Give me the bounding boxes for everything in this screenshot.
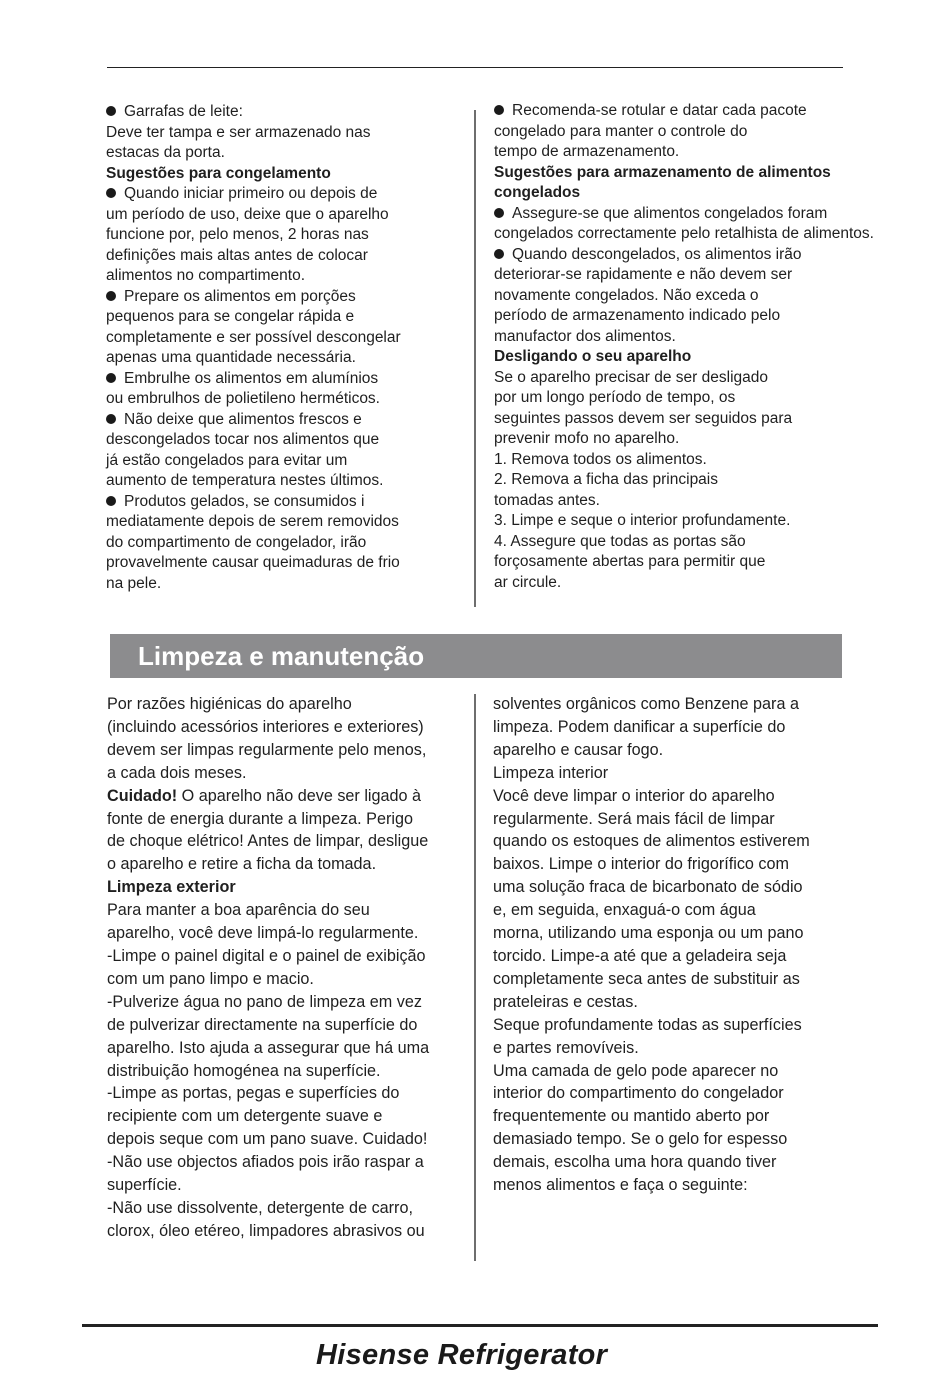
line-text: menos alimentos e faça o seguinte: bbox=[493, 1176, 748, 1195]
text-line bbox=[107, 808, 429, 831]
line-text: fonte de energia durante a limpeza. Perigo bbox=[107, 809, 413, 828]
text-line bbox=[107, 899, 429, 922]
line-text: Você deve limpar o interior do aparelho bbox=[493, 786, 775, 805]
line-text: completamente seca antes de substituir as bbox=[493, 969, 800, 988]
line-text: demais, escolha uma hora quando tiver bbox=[493, 1153, 777, 1172]
line-text: um período de uso, deixe que o aparelho bbox=[106, 205, 389, 223]
line-text: Assegure-se que alimentos congelados foram bbox=[512, 204, 828, 222]
bullet-icon bbox=[494, 208, 504, 218]
caution-label: Cuidado! bbox=[107, 786, 178, 805]
text-line bbox=[107, 1037, 429, 1060]
line-text: -Não use objectos afiados pois irão raspar a bbox=[107, 1153, 424, 1172]
line-text: solventes orgânicos como Benzene para a bbox=[493, 695, 799, 713]
line-text: Limpeza interior bbox=[493, 763, 609, 782]
line-text: 4. Assegure que todas as portas são bbox=[494, 532, 746, 550]
lower-right-column bbox=[493, 693, 810, 1197]
lower-left-column bbox=[107, 693, 429, 1243]
line-text: -Limpe as portas, pegas e superfícies do bbox=[107, 1084, 400, 1103]
line-text: congelado para manter o controle do bbox=[494, 122, 748, 140]
line-text: aparelho, você deve limpá-lo regularmente. bbox=[107, 924, 419, 943]
line-text: regularmente. Será mais fácil de limpar bbox=[493, 809, 775, 828]
text-line bbox=[494, 204, 874, 225]
line-text: Sugestões para congelamento bbox=[106, 164, 331, 182]
upper-column-divider bbox=[474, 110, 476, 607]
text-line bbox=[106, 184, 401, 205]
line-text: -Não use dissolvente, detergente de carro, bbox=[107, 1198, 413, 1217]
text-line bbox=[107, 1220, 429, 1243]
line-text: tomadas antes. bbox=[494, 491, 600, 509]
text-line bbox=[494, 450, 874, 471]
line-text: Deve ter tampa e ser armazenado nas bbox=[106, 123, 371, 141]
line-text: aparelho e causar fogo. bbox=[493, 740, 664, 759]
text-line bbox=[493, 1128, 810, 1151]
section-title: Limpeza e manutenção bbox=[138, 641, 425, 671]
text-line bbox=[493, 1174, 810, 1197]
text-line bbox=[106, 410, 401, 431]
bullet-icon bbox=[106, 106, 116, 116]
text-line bbox=[494, 101, 874, 122]
text-line bbox=[107, 968, 429, 991]
text-line bbox=[107, 830, 429, 853]
line-text: 3. Limpe e seque o interior profundamente. bbox=[494, 512, 791, 529]
line-text: na pele. bbox=[106, 574, 162, 592]
line-text: Recomenda-se rotular e datar cada pacote bbox=[512, 102, 807, 119]
line-text: de choque elétrico! Antes de limpar, desligue bbox=[107, 832, 429, 851]
text-line bbox=[106, 389, 401, 410]
line-text: e, em seguida, enxaguá-o com água bbox=[493, 901, 756, 920]
line-text: com um pano limpo e macio. bbox=[107, 969, 314, 988]
line-text: Seque profundamente todas as superfícies bbox=[493, 1015, 802, 1034]
line-text: prateleiras e cestas. bbox=[493, 992, 638, 1011]
line-text: -Pulverize água no pano de limpeza em vez bbox=[107, 992, 422, 1011]
text-line bbox=[106, 307, 401, 328]
text-line bbox=[494, 245, 874, 266]
line-text: Quando descongelados, os alimentos irão bbox=[512, 245, 802, 263]
text-line bbox=[107, 1105, 429, 1128]
text-line bbox=[494, 286, 874, 307]
text-line bbox=[493, 899, 810, 922]
text-line bbox=[107, 1174, 429, 1197]
text-line bbox=[106, 430, 401, 451]
line-text: prevenir mofo no aparelho. bbox=[494, 430, 680, 447]
text-line bbox=[493, 1105, 810, 1128]
line-text: Garrafas de leite: bbox=[124, 103, 243, 120]
text-line bbox=[106, 143, 401, 164]
text-line bbox=[493, 876, 810, 899]
line-text: congelados correctamente pelo retalhista de alimentos. bbox=[494, 225, 874, 242]
line-text: depois seque com um pano suave. Cuidado! bbox=[107, 1130, 428, 1149]
line-text: Para manter a boa aparência do seu bbox=[107, 901, 370, 920]
line-text: período de armazenamento indicado pelo bbox=[494, 307, 781, 324]
line-text: Limpeza exterior bbox=[107, 878, 236, 897]
line-text: mediatamente depois de serem removidos bbox=[106, 513, 399, 530]
line-text: uma solução fraca de bicarbonato de sódio bbox=[493, 878, 803, 897]
line-text: apenas uma quantidade necessária. bbox=[106, 349, 356, 366]
line-text: O aparelho não deve ser ligado à bbox=[177, 786, 422, 805]
text-line bbox=[106, 533, 401, 554]
line-text: recipiente com um detergente suave e bbox=[107, 1107, 383, 1126]
text-line bbox=[106, 123, 401, 144]
text-line bbox=[494, 265, 874, 286]
text-line bbox=[107, 1014, 429, 1037]
text-line bbox=[106, 328, 401, 349]
line-text: 1. Remova todos os alimentos. bbox=[494, 450, 707, 468]
text-line bbox=[494, 409, 874, 430]
subheading bbox=[494, 183, 874, 204]
line-text: -Limpe o painel digital e o painel de exibição bbox=[107, 946, 426, 965]
line-text: interior do compartimento do congelador bbox=[493, 1084, 784, 1103]
text-line bbox=[493, 991, 810, 1014]
line-text: baixos. Limpe o interior do frigorífico com bbox=[493, 855, 789, 874]
text-line bbox=[107, 1060, 429, 1083]
upper-right-column bbox=[494, 101, 874, 593]
text-line bbox=[106, 205, 401, 226]
lower-column-divider bbox=[474, 694, 476, 1261]
text-line bbox=[493, 1014, 810, 1037]
bottom-rule bbox=[82, 1324, 878, 1327]
line-text: Desligando o seu aparelho bbox=[494, 348, 692, 365]
line-text: Uma camada de gelo pode aparecer no bbox=[493, 1061, 779, 1080]
line-text: 2. Remova a ficha das principais bbox=[494, 471, 719, 488]
line-text: Por razões higiénicas do aparelho bbox=[107, 695, 352, 713]
text-line bbox=[107, 1197, 429, 1220]
bullet-icon bbox=[494, 249, 504, 259]
text-line bbox=[493, 1151, 810, 1174]
text-line bbox=[106, 471, 401, 492]
line-text: forçosamente abertas para permitir que bbox=[494, 553, 766, 570]
bullet-icon bbox=[106, 496, 116, 506]
line-text: demasiado tempo. Se o gelo for espesso bbox=[493, 1130, 788, 1149]
text-line bbox=[107, 991, 429, 1014]
text-line bbox=[494, 388, 874, 409]
text-line bbox=[493, 1082, 810, 1105]
line-text: congelados bbox=[494, 184, 581, 201]
line-text: definições mais altas antes de colocar bbox=[106, 246, 368, 264]
text-line bbox=[494, 552, 874, 573]
text-line bbox=[106, 492, 401, 513]
text-line bbox=[494, 491, 874, 512]
text-line bbox=[494, 573, 874, 594]
subheading bbox=[494, 163, 874, 184]
text-line bbox=[107, 1082, 429, 1105]
text-line bbox=[494, 470, 874, 491]
line-text: distribuição homogénea na superfície. bbox=[107, 1061, 381, 1080]
line-text: por um longo período de tempo, os bbox=[494, 389, 736, 406]
line-text: (incluindo acessórios interiores e exteriores) bbox=[107, 717, 424, 736]
text-line bbox=[493, 968, 810, 991]
line-text: Se o aparelho precisar de ser desligado bbox=[494, 368, 769, 386]
line-text: frequentemente ou mantido aberto por bbox=[493, 1107, 770, 1126]
text-line bbox=[106, 369, 401, 390]
text-line bbox=[107, 739, 429, 762]
line-text: descongelados tocar nos alimentos que bbox=[106, 431, 380, 448]
text-line bbox=[494, 511, 874, 532]
text-line bbox=[493, 762, 810, 785]
text-line bbox=[494, 368, 874, 389]
top-rule bbox=[107, 67, 843, 68]
text-line bbox=[493, 808, 810, 831]
line-text: clorox, óleo etéreo, limpadores abrasivos ou bbox=[107, 1221, 425, 1240]
bullet-icon bbox=[106, 414, 116, 424]
text-line bbox=[107, 853, 429, 876]
line-text: quando os estoques de alimentos estiverem bbox=[493, 832, 810, 851]
text-line bbox=[493, 853, 810, 876]
line-text: deteriorar-se rapidamente e não devem ser bbox=[494, 266, 793, 283]
line-text: superfície. bbox=[107, 1176, 182, 1195]
text-line bbox=[494, 306, 874, 327]
line-text: devem ser limpas regularmente pelo menos, bbox=[107, 740, 427, 759]
text-line bbox=[107, 693, 429, 716]
text-line bbox=[494, 429, 874, 450]
text-line bbox=[493, 922, 810, 945]
line-text: o aparelho e retire a ficha da tomada. bbox=[107, 855, 377, 874]
line-text: Embrulhe os alimentos em alumínios bbox=[124, 369, 379, 387]
line-text: Prepare os alimentos em porções bbox=[124, 287, 356, 305]
text-line bbox=[493, 693, 810, 716]
text-line bbox=[493, 1060, 810, 1083]
text-line bbox=[494, 122, 874, 143]
text-line bbox=[493, 716, 810, 739]
line-text: Sugestões para armazenamento de alimentos bbox=[494, 163, 831, 181]
line-text: estacas da porta. bbox=[106, 144, 225, 161]
line-text: Produtos gelados, se consumidos i bbox=[124, 492, 365, 510]
text-line bbox=[107, 716, 429, 739]
text-line bbox=[107, 762, 429, 785]
line-text: ar circule. bbox=[494, 573, 562, 591]
line-text: funcione por, pelo menos, 2 horas nas bbox=[106, 226, 369, 243]
line-text: pequenos para se congelar rápida e bbox=[106, 308, 355, 325]
bullet-icon bbox=[106, 188, 116, 198]
text-line bbox=[493, 739, 810, 762]
line-text: Quando iniciar primeiro ou depois de bbox=[124, 185, 378, 202]
line-text: a cada dois meses. bbox=[107, 763, 247, 782]
text-line bbox=[106, 553, 401, 574]
line-text: aparelho. Isto ajuda a assegurar que há uma bbox=[107, 1038, 430, 1057]
line-text: de pulverizar directamente na superfície do bbox=[107, 1015, 418, 1034]
line-text: provavelmente causar queimaduras de frio bbox=[106, 554, 400, 571]
line-text: completamente e ser possível descongelar bbox=[106, 328, 401, 346]
text-line bbox=[106, 266, 401, 287]
line-text: ou embrulhos de polietileno herméticos. bbox=[106, 390, 380, 407]
text-line bbox=[493, 1037, 810, 1060]
text-line bbox=[106, 287, 401, 308]
line-text: alimentos no compartimento. bbox=[106, 267, 306, 284]
line-text: tempo de armazenamento. bbox=[494, 143, 680, 160]
text-line bbox=[107, 922, 429, 945]
footer-brand: Hisense Refrigerator bbox=[316, 1339, 608, 1371]
line-text: e partes removíveis. bbox=[493, 1038, 639, 1057]
text-line bbox=[107, 785, 429, 808]
subheading bbox=[494, 347, 874, 368]
text-line bbox=[106, 102, 401, 123]
text-line bbox=[106, 512, 401, 533]
line-text: morna, utilizando uma esponja ou um pano bbox=[493, 924, 804, 943]
line-text: já estão congelados para evitar um bbox=[106, 451, 348, 469]
text-line bbox=[106, 225, 401, 246]
subheading bbox=[107, 876, 429, 899]
bullet-icon bbox=[106, 373, 116, 383]
bullet-icon bbox=[106, 291, 116, 301]
section-banner bbox=[110, 634, 842, 678]
text-line bbox=[493, 830, 810, 853]
text-line bbox=[106, 348, 401, 369]
text-line bbox=[106, 451, 401, 472]
line-text: limpeza. Podem danificar a superfície do bbox=[493, 717, 786, 736]
text-line bbox=[107, 945, 429, 968]
bullet-icon bbox=[494, 105, 504, 115]
line-text: novamente congelados. Não exceda o bbox=[494, 286, 759, 304]
text-line bbox=[494, 327, 874, 348]
text-line bbox=[106, 574, 401, 595]
line-text: Não deixe que alimentos frescos e bbox=[124, 410, 362, 428]
text-line bbox=[494, 224, 874, 245]
text-line bbox=[494, 142, 874, 163]
line-text: aumento de temperatura nestes últimos. bbox=[106, 472, 384, 489]
text-line bbox=[493, 785, 810, 808]
line-text: manufactor dos alimentos. bbox=[494, 327, 676, 345]
subheading bbox=[106, 164, 401, 185]
upper-left-column bbox=[106, 102, 401, 594]
line-text: seguintes passos devem ser seguidos para bbox=[494, 409, 793, 427]
text-line bbox=[493, 945, 810, 968]
text-line bbox=[107, 1128, 429, 1151]
text-line bbox=[106, 246, 401, 267]
line-text: torcido. Limpe-a até que a geladeira seja bbox=[493, 946, 787, 965]
text-line bbox=[494, 532, 874, 553]
line-text: do compartimento de congelador, irão bbox=[106, 533, 367, 551]
text-line bbox=[107, 1151, 429, 1174]
